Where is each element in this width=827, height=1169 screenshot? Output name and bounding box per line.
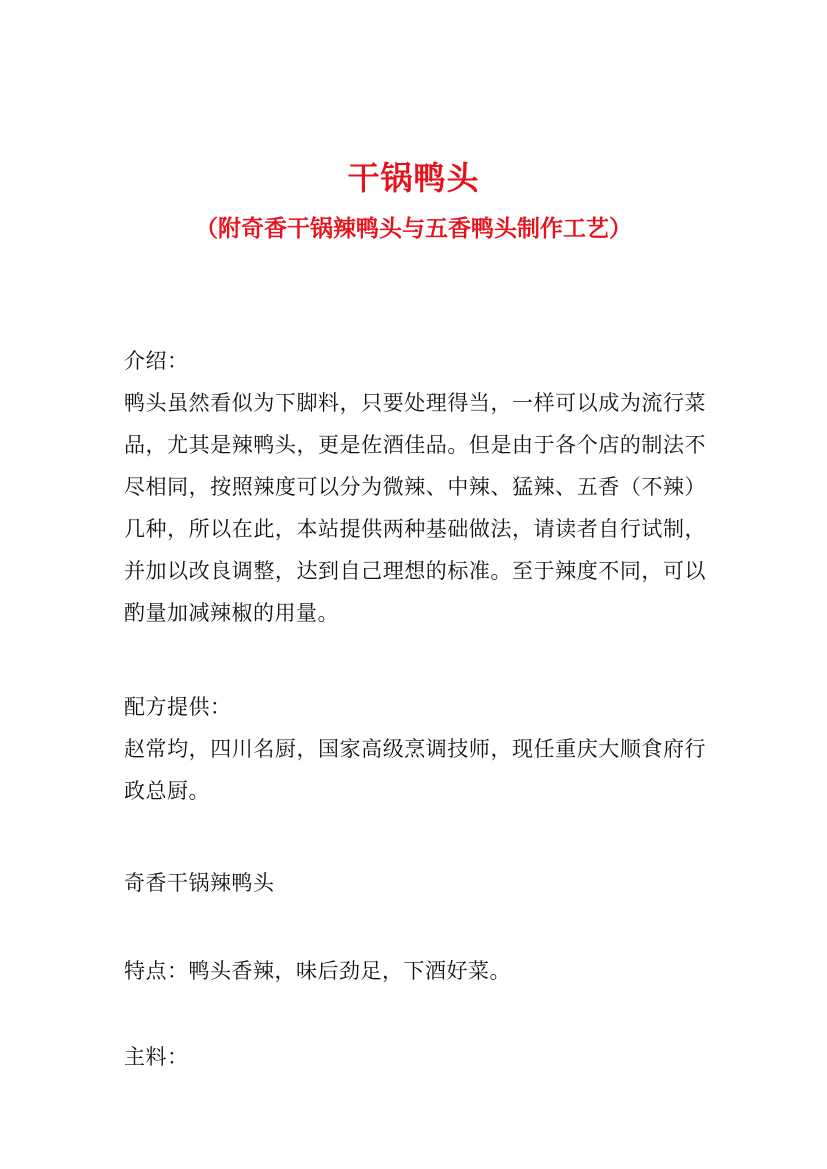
recipe-provider-paragraph: 赵常均，四川名厨，国家高级烹调技师，现任重庆大顺食府行政总厨。: [124, 737, 706, 803]
document-title: 干锅鸭头: [347, 159, 480, 197]
main-ingredients-heading: 主料：: [124, 1045, 189, 1069]
recipe-provider-heading: 配方提供：: [124, 695, 232, 719]
main-ingredients-section: [124, 1036, 706, 1078]
features-section: [124, 950, 706, 992]
dish-name: 奇香干锅辣鸭头: [124, 871, 275, 895]
features-text: 特点：鸭头香辣，味后劲足，下酒好菜。: [124, 959, 511, 983]
intro-heading: 介绍：: [124, 349, 189, 373]
document-subtitle: （附奇香干锅辣鸭头与五香鸭头制作工艺）: [195, 215, 632, 242]
recipe-provider-section: [124, 686, 706, 812]
intro-section: [124, 340, 706, 634]
dish-name-section: [124, 862, 706, 904]
intro-paragraph: 鸭头虽然看似为下脚料，只要处理得当，一样可以成为流行菜品，尤其是辣鸭头，更是佐酒佳品。但是由于各个店的制法不尽相同，按照辣度可以分为微辣、中辣、猛辣、五香（不辣）几种，所以在此，本站提供两种基础做法，请读者自行试制，并加以改良调整，达到自己理想的标准。至于辣度不同，可以酌量加减辣椒的用量。: [124, 391, 706, 625]
